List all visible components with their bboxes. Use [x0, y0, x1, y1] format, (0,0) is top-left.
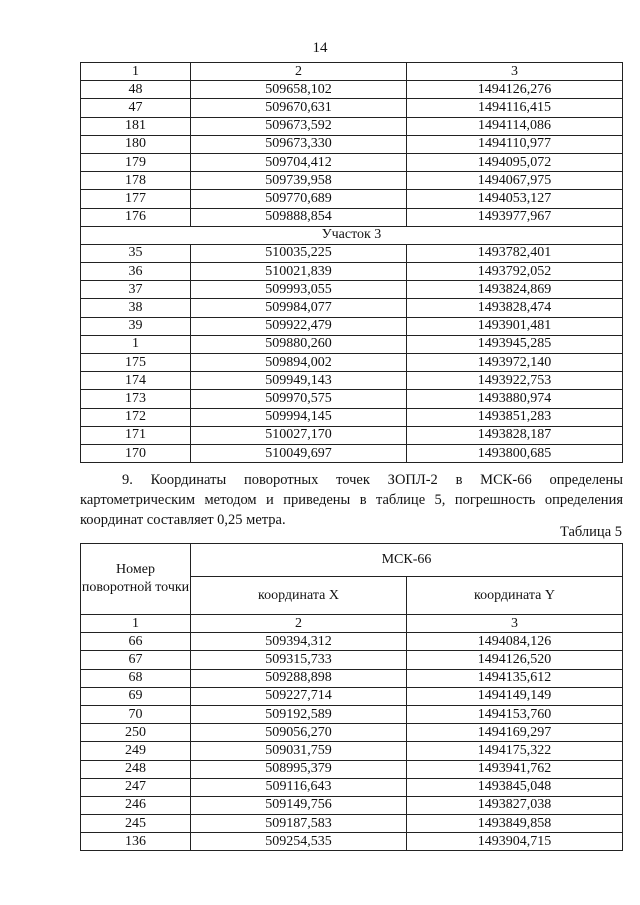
point-number-cell: 69 — [81, 687, 191, 705]
table-row — [81, 354, 623, 372]
coord-y-cell: 1493941,762 — [407, 760, 623, 778]
table-row — [81, 796, 623, 814]
table-row — [81, 317, 623, 335]
coord-y-cell: 1493792,052 — [407, 263, 623, 281]
point-number-cell: 35 — [81, 244, 191, 262]
point-number-cell: 177 — [81, 190, 191, 208]
paragraph-first-line: 9. Координаты поворотных точек ЗОПЛ-2 в МСК-66 определены — [122, 472, 623, 488]
header-coord-x: координата X — [191, 577, 407, 615]
table-row — [81, 426, 623, 444]
table-row — [81, 833, 623, 851]
coord-x-cell: 509658,102 — [191, 81, 407, 99]
point-number-cell: 245 — [81, 815, 191, 833]
coord-x-cell: 509116,643 — [191, 778, 407, 796]
point-number-cell: 70 — [81, 705, 191, 723]
table-row — [81, 135, 623, 153]
coord-y-cell: 1493972,140 — [407, 354, 623, 372]
coord-y-cell: 1494135,612 — [407, 669, 623, 687]
point-number-cell: 247 — [81, 778, 191, 796]
coord-x-cell: 509056,270 — [191, 724, 407, 742]
header-point-number: Номер поворотной точки — [81, 544, 191, 615]
coord-x-cell: 509192,589 — [191, 705, 407, 723]
point-number-cell: 39 — [81, 317, 191, 335]
column-number-cell: 3 — [407, 615, 623, 633]
coord-y-cell: 1493880,974 — [407, 390, 623, 408]
table-row — [81, 208, 623, 226]
table-row — [81, 281, 623, 299]
coord-x-cell: 509949,143 — [191, 372, 407, 390]
coord-y-cell: 1493800,685 — [407, 444, 623, 462]
coord-y-cell: 1493849,858 — [407, 815, 623, 833]
coord-y-cell: 1494153,760 — [407, 705, 623, 723]
point-number-cell: 181 — [81, 117, 191, 135]
table-row — [81, 705, 623, 723]
point-number-cell: 180 — [81, 135, 191, 153]
table-row — [81, 244, 623, 262]
coord-y-cell: 1493851,283 — [407, 408, 623, 426]
paragraph-9 — [80, 470, 623, 530]
coord-y-cell: 1494149,149 — [407, 687, 623, 705]
column-number-cell: 1 — [81, 63, 191, 81]
coord-x-cell: 509227,714 — [191, 687, 407, 705]
coord-x-cell: 509993,055 — [191, 281, 407, 299]
coord-x-cell: 509315,733 — [191, 651, 407, 669]
point-number-cell: 47 — [81, 99, 191, 117]
coord-y-cell: 1494116,415 — [407, 99, 623, 117]
table-row — [81, 778, 623, 796]
coord-y-cell: 1494084,126 — [407, 633, 623, 651]
column-number-row — [81, 63, 623, 81]
column-number-cell: 2 — [191, 615, 407, 633]
coord-x-cell: 509670,631 — [191, 99, 407, 117]
coord-y-cell: 1493824,869 — [407, 281, 623, 299]
header-msk66: МСК-66 — [191, 544, 623, 577]
coord-y-cell: 1494175,322 — [407, 742, 623, 760]
table-row — [81, 815, 623, 833]
coord-x-cell: 510035,225 — [191, 244, 407, 262]
column-number-cell: 1 — [81, 615, 191, 633]
point-number-cell: 249 — [81, 742, 191, 760]
table-row — [81, 190, 623, 208]
table-row — [81, 172, 623, 190]
table-5-header-row — [81, 544, 623, 577]
coord-x-cell: 509880,260 — [191, 335, 407, 353]
point-number-cell: 1 — [81, 335, 191, 353]
table-row — [81, 335, 623, 353]
coord-x-cell: 509994,145 — [191, 408, 407, 426]
point-number-cell: 172 — [81, 408, 191, 426]
point-number-cell: 174 — [81, 372, 191, 390]
column-number-row — [81, 615, 623, 633]
coord-x-cell: 509970,575 — [191, 390, 407, 408]
coord-y-cell: 1494126,520 — [407, 651, 623, 669]
coord-x-cell: 509888,854 — [191, 208, 407, 226]
point-number-cell: 171 — [81, 426, 191, 444]
table-row — [81, 372, 623, 390]
point-number-cell: 66 — [81, 633, 191, 651]
point-number-cell: 170 — [81, 444, 191, 462]
coord-y-cell: 1494053,127 — [407, 190, 623, 208]
coord-x-cell: 508995,379 — [191, 760, 407, 778]
table-row — [81, 444, 623, 462]
point-number-cell: 67 — [81, 651, 191, 669]
coord-y-cell: 1494110,977 — [407, 135, 623, 153]
coord-y-cell: 1493782,401 — [407, 244, 623, 262]
coord-y-cell: 1493828,187 — [407, 426, 623, 444]
coordinates-table-continued — [80, 62, 623, 463]
table-5 — [80, 543, 623, 851]
point-number-cell: 175 — [81, 354, 191, 372]
table-row — [81, 633, 623, 651]
coord-y-cell: 1494095,072 — [407, 153, 623, 171]
coord-y-cell: 1493977,967 — [407, 208, 623, 226]
coord-y-cell: 1493901,481 — [407, 317, 623, 335]
point-number-cell: 176 — [81, 208, 191, 226]
coord-x-cell: 509770,689 — [191, 190, 407, 208]
coord-x-cell: 509187,583 — [191, 815, 407, 833]
table-row — [81, 153, 623, 171]
section-row — [81, 226, 623, 244]
point-number-cell: 248 — [81, 760, 191, 778]
point-number-cell: 37 — [81, 281, 191, 299]
point-number-cell: 36 — [81, 263, 191, 281]
table-row — [81, 263, 623, 281]
paragraph-rest: картометрическим методом и приведены в таблице 5, погрешность определения координат составляет 0,25 метра. — [80, 492, 623, 528]
coord-y-cell: 1493828,474 — [407, 299, 623, 317]
coord-y-cell: 1493845,048 — [407, 778, 623, 796]
point-number-cell: 48 — [81, 81, 191, 99]
coord-x-cell: 509673,330 — [191, 135, 407, 153]
coord-y-cell: 1493945,285 — [407, 335, 623, 353]
table-row — [81, 687, 623, 705]
table-row — [81, 117, 623, 135]
point-number-cell: 250 — [81, 724, 191, 742]
coord-x-cell: 509254,535 — [191, 833, 407, 851]
table-row — [81, 99, 623, 117]
coord-x-cell: 510049,697 — [191, 444, 407, 462]
coord-y-cell: 1494114,086 — [407, 117, 623, 135]
page-number: 14 — [312, 40, 328, 56]
coord-y-cell: 1493827,038 — [407, 796, 623, 814]
point-number-cell: 68 — [81, 669, 191, 687]
coord-x-cell: 509704,412 — [191, 153, 407, 171]
table-row — [81, 390, 623, 408]
coord-x-cell: 509922,479 — [191, 317, 407, 335]
coord-x-cell: 509894,002 — [191, 354, 407, 372]
coord-x-cell: 509739,958 — [191, 172, 407, 190]
point-number-cell: 246 — [81, 796, 191, 814]
coord-x-cell: 510021,839 — [191, 263, 407, 281]
coord-y-cell: 1494169,297 — [407, 724, 623, 742]
coord-y-cell: 1494126,276 — [407, 81, 623, 99]
coord-x-cell: 510027,170 — [191, 426, 407, 444]
point-number-cell: 173 — [81, 390, 191, 408]
table-row — [81, 408, 623, 426]
coord-x-cell: 509031,759 — [191, 742, 407, 760]
point-number-cell: 178 — [81, 172, 191, 190]
table-row — [81, 81, 623, 99]
table-5-body — [81, 544, 623, 851]
coord-x-cell: 509673,592 — [191, 117, 407, 135]
table-row — [81, 742, 623, 760]
column-number-cell: 2 — [191, 63, 407, 81]
column-number-cell: 3 — [407, 63, 623, 81]
coord-x-cell: 509984,077 — [191, 299, 407, 317]
point-number-cell: 179 — [81, 153, 191, 171]
table-caption: Таблица 5 — [559, 524, 622, 540]
coord-y-cell: 1493922,753 — [407, 372, 623, 390]
table-row — [81, 760, 623, 778]
coord-x-cell: 509149,756 — [191, 796, 407, 814]
table-row — [81, 724, 623, 742]
header-coord-y: координата Y — [407, 577, 623, 615]
point-number-cell: 136 — [81, 833, 191, 851]
coord-x-cell: 509288,898 — [191, 669, 407, 687]
coord-y-cell: 1493904,715 — [407, 833, 623, 851]
point-number-cell: 38 — [81, 299, 191, 317]
coord-y-cell: 1494067,975 — [407, 172, 623, 190]
coord-x-cell: 509394,312 — [191, 633, 407, 651]
table-row — [81, 299, 623, 317]
coordinates-table-body — [81, 63, 623, 463]
table-row — [81, 651, 623, 669]
section-label: Участок 3 — [81, 226, 623, 244]
table-row — [81, 669, 623, 687]
